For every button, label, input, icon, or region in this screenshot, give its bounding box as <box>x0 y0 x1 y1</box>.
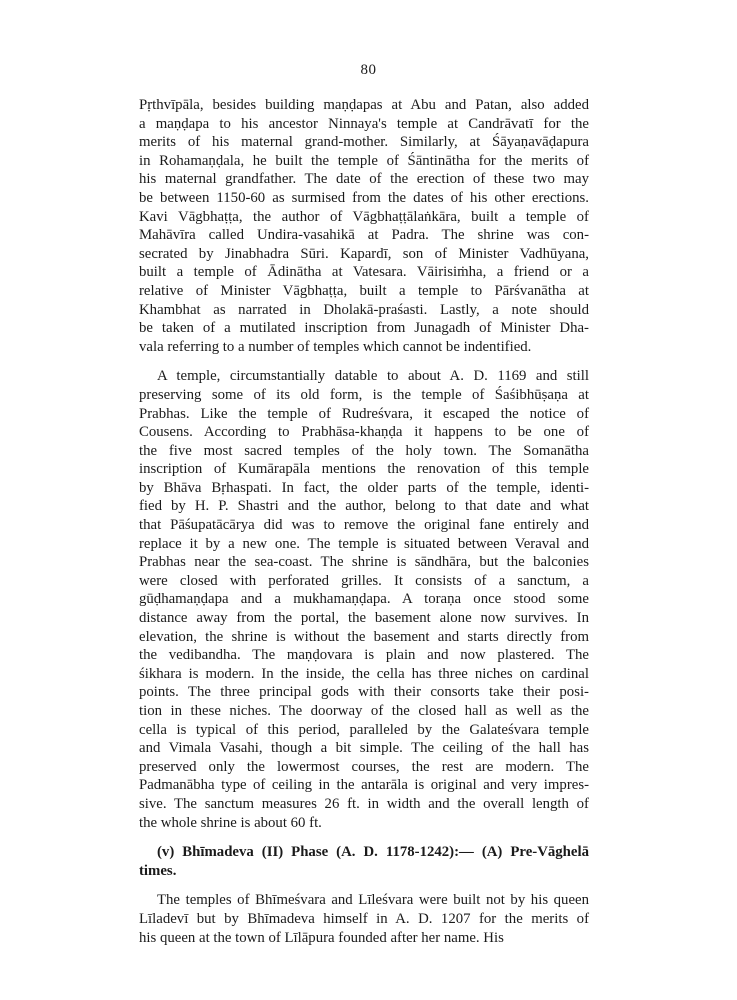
text-line: vala referring to a number of temples which cannot be indentified. <box>139 338 532 355</box>
text-line: (v) Bhīmadeva (II) Phase (A. D. 1178-1242):— (A) Pre-Vāghelā <box>157 844 589 861</box>
text-line: that Pāśupatācārya did was to remove the original fane entirely and <box>139 517 589 534</box>
text-line: his maternal grandfather. The date of the erection of these two may <box>139 171 589 188</box>
text-line: the whole shrine is about 60 ft. <box>139 814 322 831</box>
text-line: be between 1150-60 as surmised from the dates of his other erections. <box>139 189 589 206</box>
text-line: distance away from the portal, the basement alone now survives. In <box>139 610 589 627</box>
text-line: a maṇḍapa to his ancestor Ninnaya's temple at Candrāvatī for the <box>139 115 589 132</box>
text-line: śikhara is modern. In the inside, the cella has three niches on cardinal <box>139 665 589 682</box>
text-line: merits of his maternal grand-mother. Similarly, at Śāyaṇavāḍapura <box>139 134 589 151</box>
text-line: cella is typical of this period, paralleled by the Galateśvara temple <box>139 721 589 738</box>
text-line: the vedibandha. The maṇḍovara is plain and now plastered. The <box>139 647 589 664</box>
text-line: be taken of a mutilated inscription from Junagadh of Minister Dha- <box>139 320 589 337</box>
paragraph-2 <box>139 367 589 832</box>
text-line: Pṛthvīpāla, besides building maṇḍapas at Abu and Patan, also added <box>139 97 589 113</box>
text-line: Mahāvīra called Undira-vasahikā at Padra. The shrine was con- <box>139 227 589 244</box>
text-line: inscription of Kumārapāla mentions the renovation of this temple <box>139 461 589 478</box>
text-line: The temples of Bhīmeśvara and Līleśvara were built not by his queen <box>157 892 589 909</box>
text-line: preserving some of its old form, is the temple of Śaśibhūṣaṇa at <box>139 386 589 403</box>
text-line: were closed with perforated grilles. It consists of a sanctum, a <box>139 572 589 589</box>
section-heading <box>139 843 589 880</box>
paragraph-1 <box>139 96 589 356</box>
text-line: Prabhas near the sea-coast. The shrine is sāndhāra, but the balconies <box>139 554 589 571</box>
text-line: gūḍhamaṇḍapa and a mukhamaṇḍapa. A toraṇa once stood some <box>139 591 589 608</box>
text-line: in Rohamaṇḍala, he built the temple of Śāntinātha for the merits of <box>139 152 589 169</box>
text-line: tion in these niches. The doorway of the closed hall as well as the <box>139 703 589 719</box>
text-line: Kavi Vāgbhaṭṭa, the author of Vāgbhaṭṭālaṅkāra, built a temple of <box>139 208 589 225</box>
text-line: secrated by Jinabhadra Sūri. Kapardī, son of Minister Vadhūyana, <box>139 245 589 262</box>
text-line: and Vimala Vasahi, though a bit simple. The ceiling of the hall has <box>139 740 589 757</box>
text-line: relative of Minister Vāgbhaṭṭa, built a temple to Pārśvanātha at <box>139 282 589 299</box>
text-line: the five most sacred temples of the holy town. The Somanātha <box>139 442 589 459</box>
paragraph-3 <box>139 891 589 947</box>
text-line: Cousens. According to Prabhāsa-khaṇḍa it happens to be one of <box>139 424 589 441</box>
page-body <box>139 96 589 947</box>
text-line: points. The three principal gods with their consorts take their posi- <box>139 684 589 701</box>
text-line: elevation, the shrine is without the basement and starts directly from <box>139 628 589 645</box>
text-line: Padmanābha type of ceiling in the antarāla is original and very impres- <box>139 777 589 794</box>
text-line: times. <box>139 862 177 879</box>
text-line: Khambhat as narrated in Dholakā-praśasti. Lastly, a note should <box>139 301 589 318</box>
text-line: his queen at the town of Līlāpura founded after her name. His <box>139 929 504 946</box>
text-line: fied by H. P. Shastri and the author, belong to that date and what <box>139 498 589 515</box>
text-line: replace it by a new one. The temple is situated between Veraval and <box>139 535 589 552</box>
text-line: A temple, circumstantially datable to about A. D. 1169 and still <box>157 368 589 385</box>
text-line: Līladevī but by Bhīmadeva himself in A. D. 1207 for the merits of <box>139 910 589 927</box>
text-line: built a temple of Ādinātha at Vatesara. Vāirisiṁha, a friend or a <box>139 264 589 281</box>
text-line: by Bhāva Bṛhaspati. In fact, the older parts of the temple, identi- <box>139 479 589 496</box>
text-line: Prabhas. Like the temple of Rudreśvara, it escaped the notice of <box>139 405 589 422</box>
text-line: sive. The sanctum measures 26 ft. in width and the overall length of <box>139 795 589 812</box>
page-number: 80 <box>360 62 377 78</box>
text-line: preserved only the lowermost courses, the rest are modern. The <box>139 758 589 775</box>
